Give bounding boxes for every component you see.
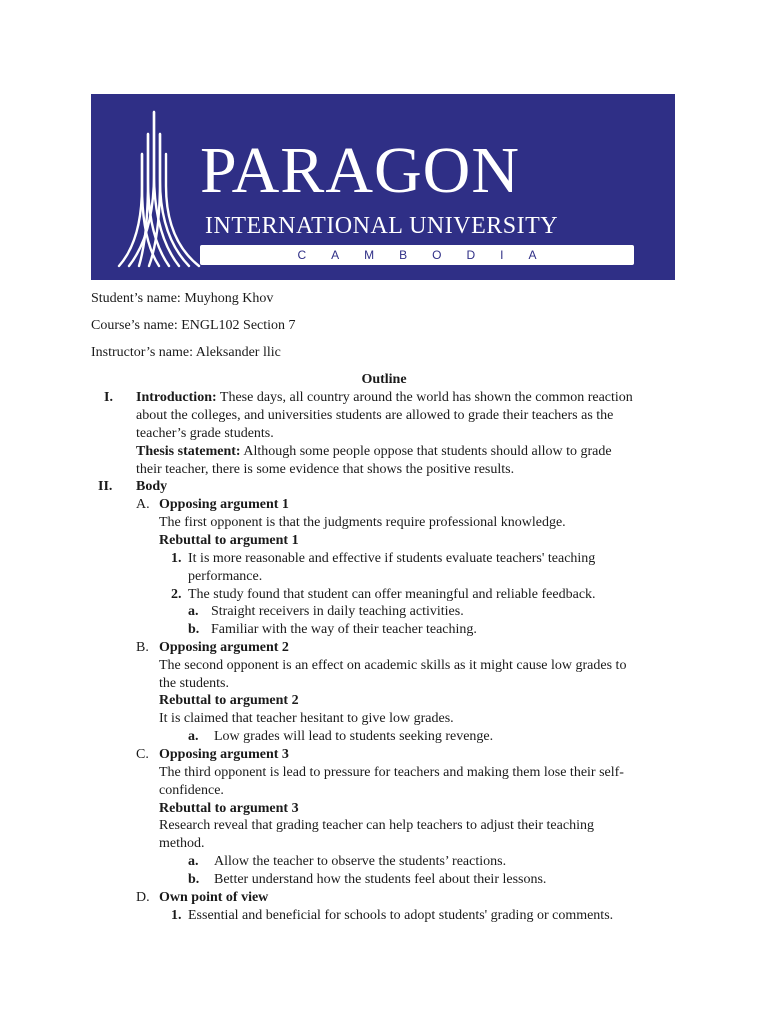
intro-text: These days, all country around the world has shown the common reaction — [216, 390, 633, 405]
section-a-sub-b-letter: b. — [188, 622, 200, 637]
intro-line-1 — [136, 389, 633, 407]
instructor-name: Instructor’s name: Aleksander llic — [91, 345, 281, 360]
section-b-text-line-2: the students. — [159, 676, 229, 691]
section-c-heading: Opposing argument 3 — [159, 747, 289, 762]
section-c-sub-a-letter: a. — [188, 854, 199, 869]
section-b-rebuttal-heading: Rebuttal to argument 2 — [159, 693, 299, 708]
logo-wordmark: PARAGON — [200, 134, 520, 207]
section-b-sub-a-text: Low grades will lead to students seeking revenge. — [214, 729, 494, 744]
section-c-letter: C. — [136, 747, 149, 762]
section-c-sub-b-letter: b. — [188, 872, 200, 887]
section-d-letter: D. — [136, 890, 150, 905]
section-a-item-1-number: 1. — [171, 551, 182, 566]
section-a-letter: A. — [136, 497, 150, 512]
section-a-sub-a-letter: a. — [188, 604, 199, 619]
intro-line-2: about the colleges, and universities students are allowed to grade their teachers as the — [136, 408, 614, 423]
section-b-sub-a-letter: a. — [188, 729, 199, 744]
section-c-text-line-2: confidence. — [159, 783, 224, 798]
thesis-line-1 — [136, 443, 612, 461]
section-c-rebuttal-heading: Rebuttal to argument 3 — [159, 801, 299, 816]
thesis-text: Although some people oppose that students should allow to grade — [240, 444, 612, 459]
section-c-sub-a-text: Allow the teacher to observe the students’ reactions. — [214, 854, 507, 869]
logo-country: CAMBODIA — [200, 245, 634, 265]
section-b-letter: B. — [136, 640, 149, 655]
section-d-item-1-text: Essential and beneficial for schools to adopt students' grading or comments. — [188, 908, 614, 923]
student-name: Student’s name: Muyhong Khov — [91, 291, 274, 306]
thesis-label: Thesis statement: — [136, 444, 241, 459]
section-a-rebuttal-heading: Rebuttal to argument 1 — [159, 533, 299, 548]
intro-line-3: teacher’s grade students. — [136, 426, 274, 441]
section-a-item-1-line-1: It is more reasonable and effective if students evaluate teachers' teaching — [188, 551, 596, 566]
section-d-item-1-number: 1. — [171, 908, 182, 923]
section-a-item-2-line-1: The study found that student can offer meaningful and reliable feedback. — [188, 587, 596, 602]
roman-numeral-2: II. — [98, 479, 113, 494]
section-c-rebuttal-line-2: method. — [159, 836, 205, 851]
section-b-heading: Opposing argument 2 — [159, 640, 289, 655]
logo-subtitle: INTERNATIONAL UNIVERSITY — [205, 213, 559, 239]
outline-title: Outline — [361, 372, 407, 387]
section-a-sub-a-text: Straight receivers in daily teaching activities. — [211, 604, 464, 619]
section-c-sub-b-text: Better understand how the students feel about their lessons. — [214, 872, 547, 887]
section-c-text-line-1: The third opponent is lead to pressure for teachers and making them lose their self- — [159, 765, 624, 780]
body-label: Body — [136, 479, 168, 494]
section-c-rebuttal-line-1: Research reveal that grading teacher can help teachers to adjust their teaching — [159, 818, 594, 833]
section-a-sub-b-text: Familiar with the way of their teacher teaching. — [211, 622, 477, 637]
section-b-text-line-1: The second opponent is an effect on academic skills as it might cause low grades to — [159, 658, 627, 673]
section-a-heading: Opposing argument 1 — [159, 497, 289, 512]
section-a-item-2-number: 2. — [171, 587, 182, 602]
thesis-line-2: their teacher, there is some evidence that shows the positive results. — [136, 462, 515, 477]
section-a-text: The first opponent is that the judgments require professional knowledge. — [159, 515, 566, 530]
course-name: Course’s name: ENGL102 Section 7 — [91, 318, 296, 333]
section-d-heading: Own point of view — [159, 890, 269, 905]
intro-label: Introduction: — [136, 390, 217, 405]
section-a-item-1-line-2: performance. — [188, 569, 263, 584]
roman-numeral-1: I. — [104, 390, 113, 405]
section-b-rebuttal-text: It is claimed that teacher hesitant to give low grades. — [159, 711, 454, 726]
